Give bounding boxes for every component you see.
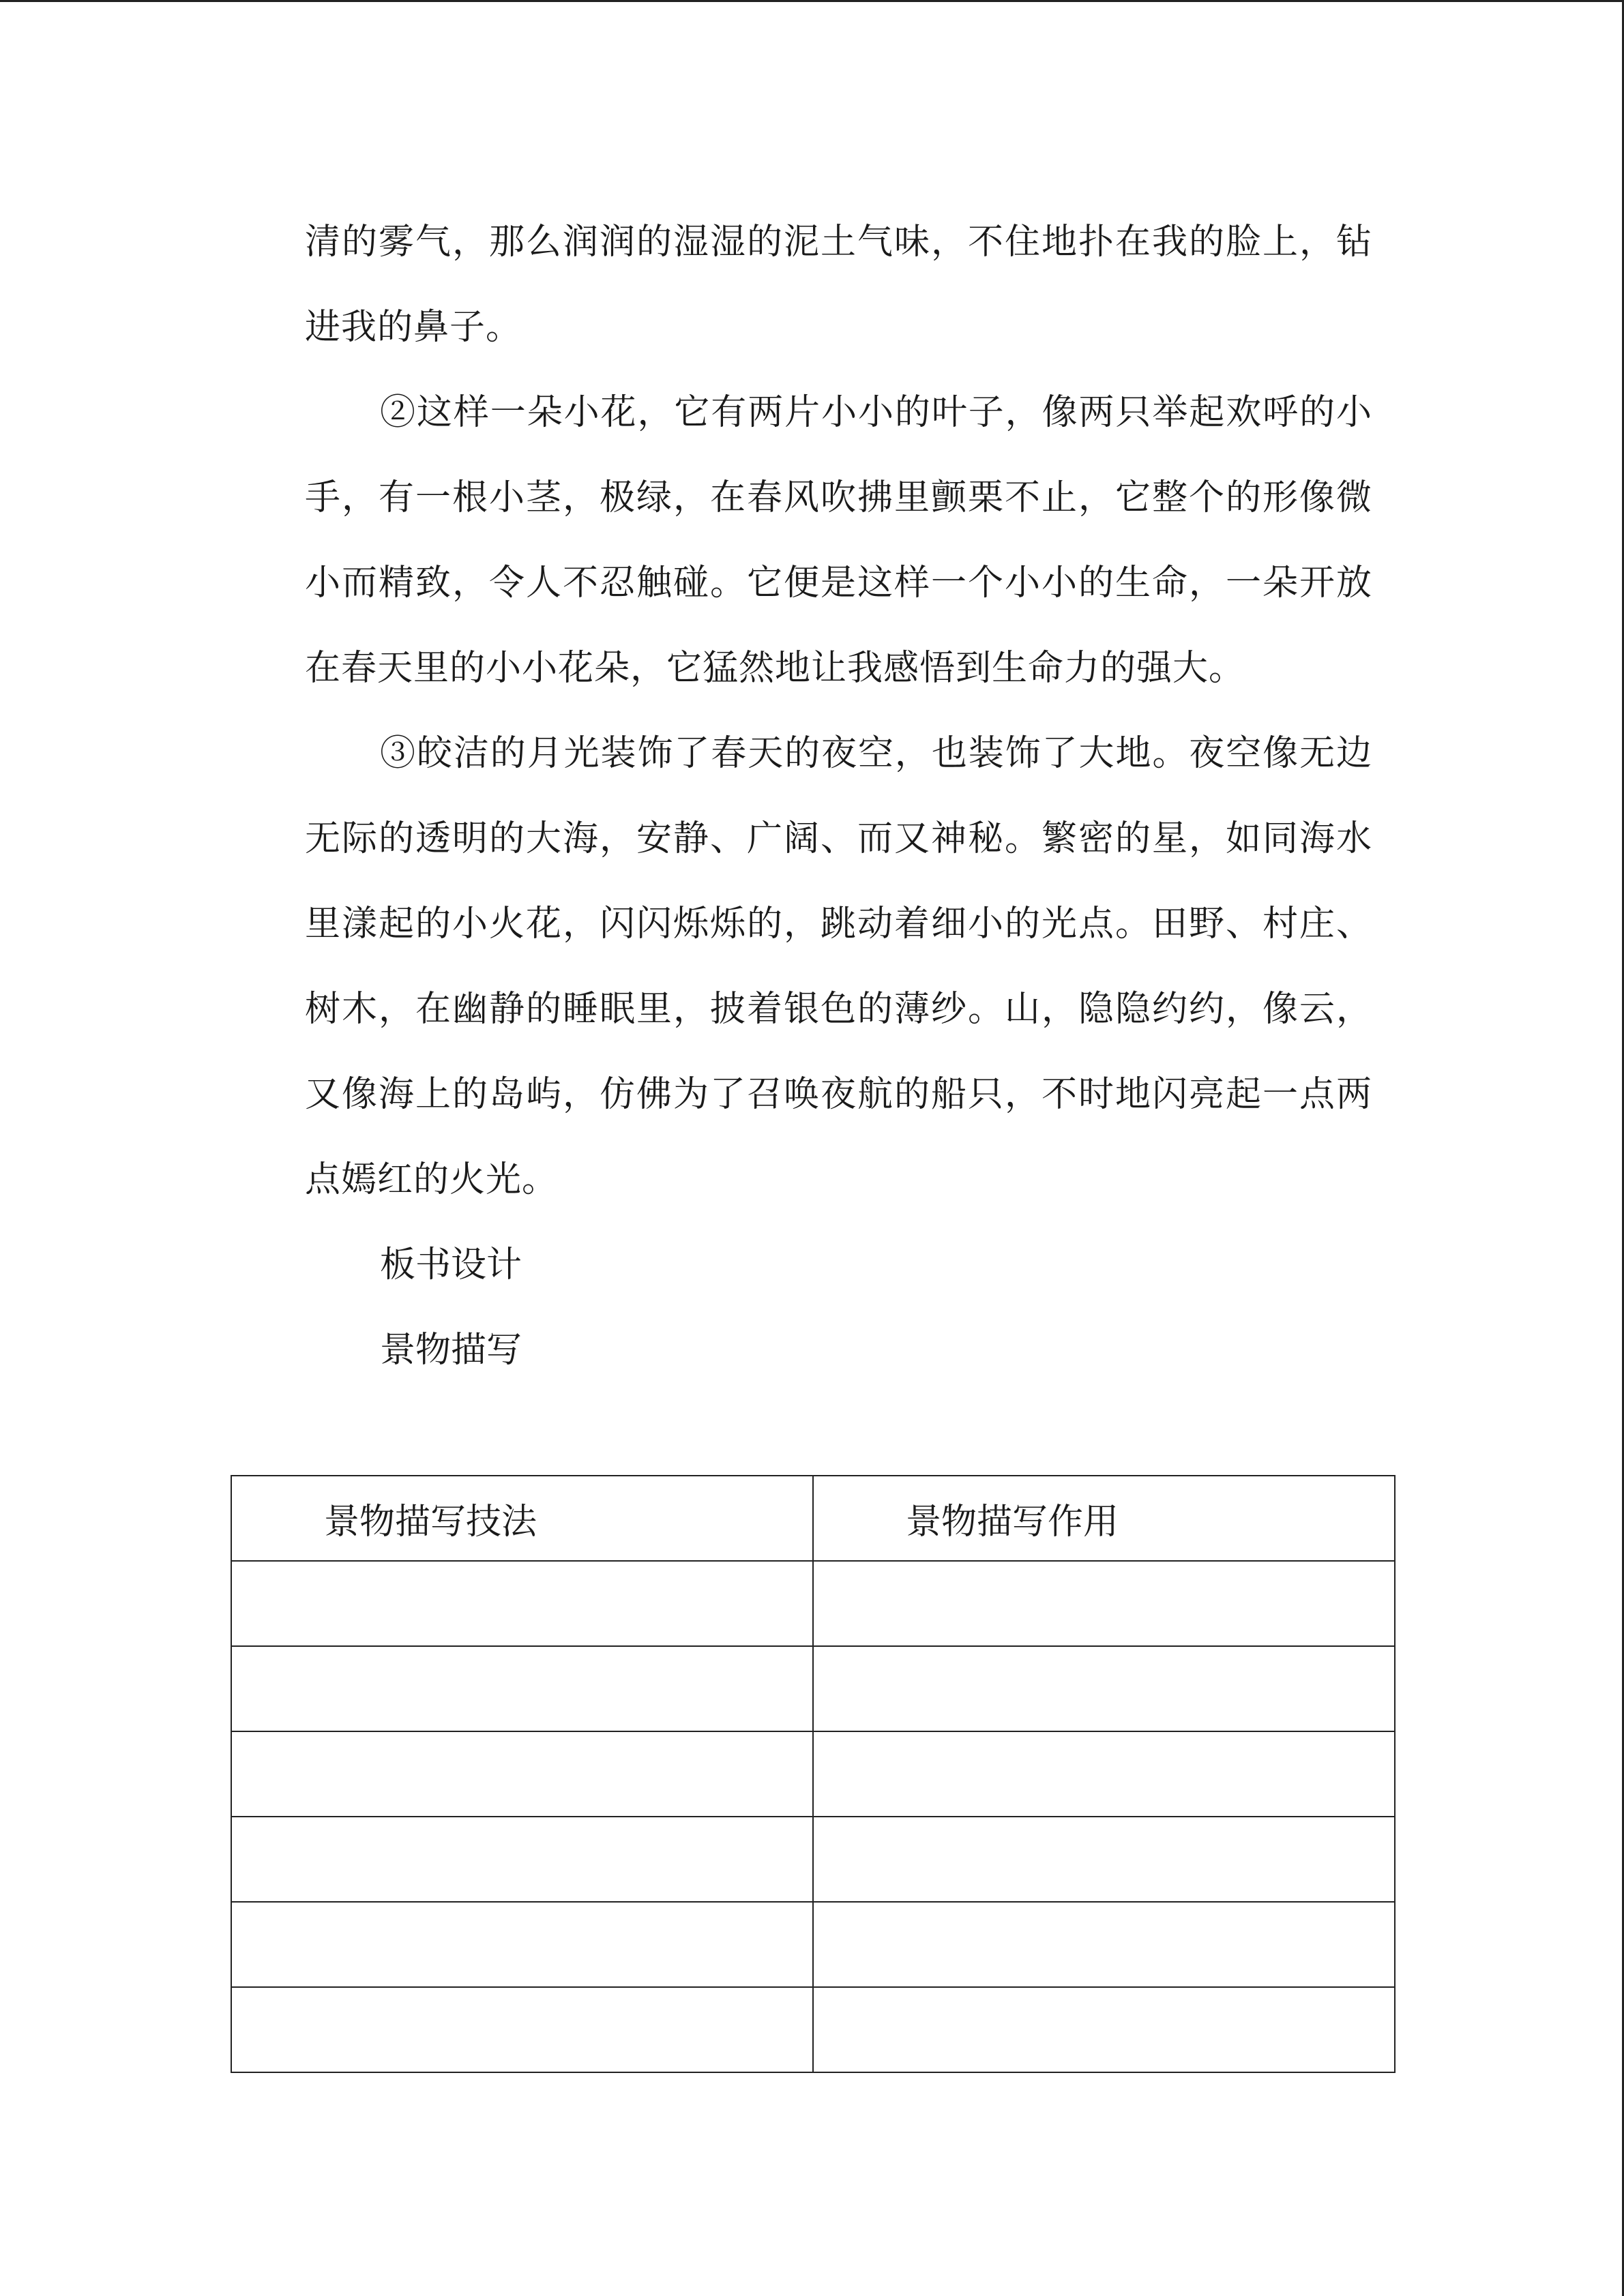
paragraph-continued: 清的雾气，那么润润的湿湿的泥土气味，不住地扑在我的脸上，钻进我的鼻子。 xyxy=(305,222,1372,348)
table-cell xyxy=(231,1731,813,1817)
table-cell xyxy=(813,1817,1395,1902)
table-cell xyxy=(231,1902,813,1987)
table-cell xyxy=(231,1646,813,1731)
paragraph-3: ③皎洁的月光装饰了春天的夜空，也装饰了大地。夜空像无边无际的透明的大海，安静、广阔、而又神秘。繁密的星，如同海水里漾起的小火花，闪闪烁烁的，跳动着细小的光点。田野、村庄、树木，在幽静的睡眠里，披着银色的薄纱。山，隐隐约约，像云，又像海上的岛屿，仿佛为了召唤夜航的船只，不时地闪亮起一点两点嫣红的火光。 xyxy=(305,733,1372,1200)
table-row xyxy=(231,1817,1395,1902)
table-row xyxy=(231,1902,1395,1987)
board-design-table xyxy=(231,1475,1396,2073)
table-cell xyxy=(813,1561,1395,1646)
table-row xyxy=(231,1731,1395,1817)
scenery-description-heading: 景物描写 xyxy=(380,1330,522,1371)
table-header-row xyxy=(231,1476,1395,1561)
table-cell xyxy=(231,1987,813,2072)
table-row xyxy=(231,1646,1395,1731)
table-cell xyxy=(813,1902,1395,1987)
table-row xyxy=(231,1561,1395,1646)
table-cell xyxy=(231,1561,813,1646)
paragraph-2: ②这样一朵小花，它有两片小小的叶子，像两只举起欢呼的小手，有一根小茎，极绿，在春风吹拂里颤栗不止，它整个的形像微小而精致，令人不忍触碰。它便是这样一个小小的生命，一朵开放在春天里的小小花朵，它猛然地让我感悟到生命力的强大。 xyxy=(305,392,1372,689)
table-cell xyxy=(231,1817,813,1902)
table-cell xyxy=(813,1731,1395,1817)
header-technique: 景物描写技法 xyxy=(231,1476,813,1561)
header-function: 景物描写作用 xyxy=(813,1476,1395,1561)
document-body xyxy=(305,200,1372,1393)
table-cell xyxy=(813,1646,1395,1731)
board-design-heading: 板书设计 xyxy=(380,1244,522,1285)
table-cell xyxy=(813,1987,1395,2072)
table-row xyxy=(231,1987,1395,2072)
